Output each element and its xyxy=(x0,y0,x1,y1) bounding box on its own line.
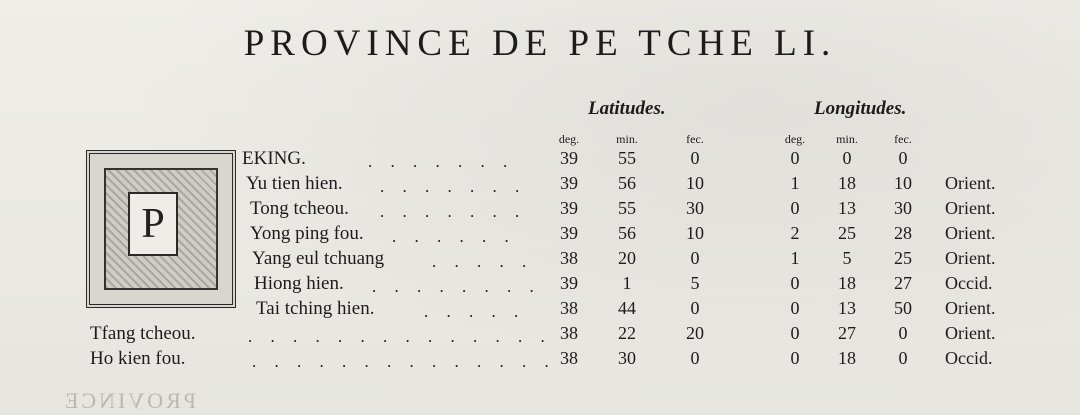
place-name: EKING. xyxy=(242,148,306,169)
lat-sec: 20 xyxy=(686,323,704,343)
place-name: Ho kien fou. xyxy=(90,348,186,369)
long-min-unit: min. xyxy=(836,132,858,146)
long-sec: 50 xyxy=(894,298,912,318)
long-deg: 0 xyxy=(790,348,800,368)
long-deg: 2 xyxy=(790,223,800,243)
place-name: Yu tien hien. xyxy=(246,173,343,194)
lat-deg: 39 xyxy=(560,273,578,293)
long-deg: 0 xyxy=(790,323,800,343)
lat-deg: 39 xyxy=(560,148,578,168)
long-min: 27 xyxy=(838,323,856,343)
long-sec: 0 xyxy=(898,148,908,168)
leader-dots: . . . . . xyxy=(424,302,526,321)
table-row xyxy=(0,298,1080,323)
direction: Occid. xyxy=(945,348,993,368)
lat-sec: 0 xyxy=(690,248,700,268)
place-name: Tfang tcheou. xyxy=(90,323,196,344)
long-deg: 1 xyxy=(790,173,800,193)
latitudes-header: Latitudes. xyxy=(588,98,666,119)
initial-letter: P xyxy=(141,201,165,247)
lat-sec: 30 xyxy=(686,198,704,218)
long-min: 13 xyxy=(838,198,856,218)
long-min: 0 xyxy=(842,148,852,168)
lat-sec: 5 xyxy=(690,273,700,293)
leader-dots: . . . . . . . xyxy=(380,202,527,221)
lat-deg: 39 xyxy=(560,223,578,243)
long-deg-unit: deg. xyxy=(784,132,806,146)
direction: Orient. xyxy=(945,198,996,218)
place-name: Yang eul tchuang xyxy=(252,248,385,269)
leader-dots: . . . . . xyxy=(432,252,534,271)
longitudes-header: Longitudes. xyxy=(814,98,907,119)
lat-sec: 0 xyxy=(690,298,700,318)
direction: Orient. xyxy=(945,298,996,318)
long-sec: 30 xyxy=(894,198,912,218)
direction: Orient. xyxy=(945,323,996,343)
long-deg: 0 xyxy=(790,273,800,293)
lat-min: 1 xyxy=(622,273,632,293)
lat-min: 20 xyxy=(618,248,636,268)
long-sec: 25 xyxy=(894,248,912,268)
place-name: Tai tching hien. xyxy=(256,298,375,319)
long-min: 18 xyxy=(838,173,856,193)
table-row xyxy=(0,173,1080,198)
long-sec: 0 xyxy=(898,348,908,368)
long-sec: 27 xyxy=(894,273,912,293)
long-min: 18 xyxy=(838,273,856,293)
lat-min: 56 xyxy=(618,223,636,243)
lat-deg: 38 xyxy=(560,323,578,343)
lat-min: 22 xyxy=(618,323,636,343)
leader-dots: . . . . . . . . xyxy=(372,277,541,296)
lat-deg: 39 xyxy=(560,173,578,193)
leader-dots: . . . . . . . xyxy=(368,152,515,171)
leader-dots: . . . . . . . . . . . . . . xyxy=(248,327,552,346)
long-sec-unit: fec. xyxy=(894,132,912,146)
long-sec: 10 xyxy=(894,173,912,193)
table-row xyxy=(0,323,1080,348)
lat-sec: 0 xyxy=(690,348,700,368)
lat-deg: 38 xyxy=(560,298,578,318)
table-row xyxy=(0,198,1080,223)
leader-dots: . . . . . . . xyxy=(380,177,527,196)
place-name: Tong tcheou. xyxy=(250,198,349,219)
lat-min: 56 xyxy=(618,173,636,193)
long-deg: 0 xyxy=(790,298,800,318)
place-name: Hiong hien. xyxy=(254,273,344,294)
lat-sec: 10 xyxy=(686,173,704,193)
lat-min: 44 xyxy=(618,298,636,318)
leader-dots: . . . . . . . . . . . . . . xyxy=(252,352,556,371)
place-name: Yong ping fou. xyxy=(250,223,364,244)
table-row xyxy=(0,248,1080,273)
lat-min-unit: min. xyxy=(616,132,638,146)
direction: Orient. xyxy=(945,248,996,268)
long-deg: 0 xyxy=(790,148,800,168)
table-row xyxy=(0,223,1080,248)
long-deg: 1 xyxy=(790,248,800,268)
lat-min: 30 xyxy=(618,348,636,368)
direction: Orient. xyxy=(945,173,996,193)
long-min: 5 xyxy=(842,248,852,268)
table-row xyxy=(0,273,1080,298)
long-sec: 28 xyxy=(894,223,912,243)
table-row xyxy=(0,348,1080,373)
long-min: 13 xyxy=(838,298,856,318)
lat-sec: 10 xyxy=(686,223,704,243)
lat-deg-unit: deg. xyxy=(558,132,580,146)
lat-deg: 38 xyxy=(560,248,578,268)
lat-min: 55 xyxy=(618,198,636,218)
bleed-through-text: PROVINCE xyxy=(62,388,197,413)
lat-sec-unit: fec. xyxy=(686,132,704,146)
lat-deg: 38 xyxy=(560,348,578,368)
direction: Occid. xyxy=(945,273,993,293)
lat-deg: 39 xyxy=(560,198,578,218)
leader-dots: . . . . . . xyxy=(392,227,516,246)
page-title: PROVINCE DE PE TCHE LI. xyxy=(243,23,837,64)
long-min: 25 xyxy=(838,223,856,243)
long-deg: 0 xyxy=(790,198,800,218)
lat-min: 55 xyxy=(618,148,636,168)
long-min: 18 xyxy=(838,348,856,368)
long-sec: 0 xyxy=(898,323,908,343)
lat-sec: 0 xyxy=(690,148,700,168)
direction: Orient. xyxy=(945,223,996,243)
table-row xyxy=(0,148,1080,173)
